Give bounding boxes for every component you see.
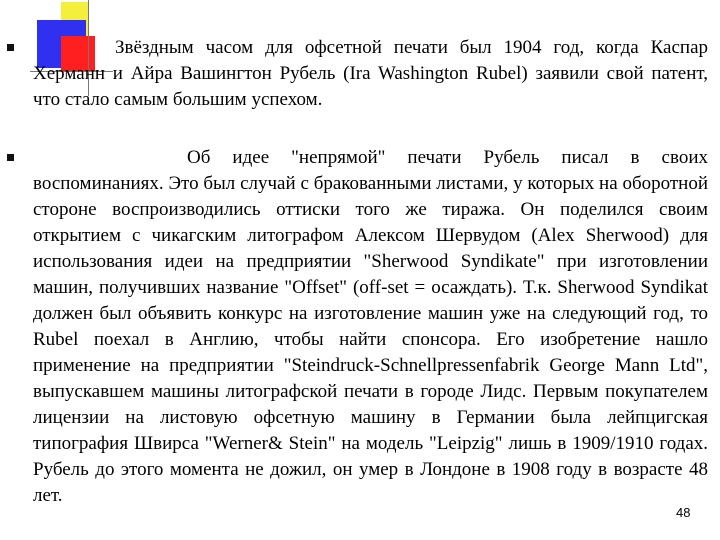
bullet-marker-icon xyxy=(7,44,14,51)
page-number: 48 xyxy=(676,505,691,520)
bullet-marker-icon xyxy=(7,154,14,161)
bullet-paragraph: Об идее "непрямой" печати Рубель писал в своих воспоминаниях. Это был случай с бракованными листами, у которых на оборотной стороне воспроизводились оттиски того же тиража. Он поделился своим открытием с чикагским литографом Алексом Шервудом (Alex Sherwood) для использования идеи на предприятии "Sherwood Syndikate" при изготовлении машин, получивших название "Offset" (off-set = осаждать). Т.к. Sherwood Syndikat должен был объявить конкурс на изготовление машин уже на следующий год, то Rubel поехал в Англию, чтобы найти спонсора. Его изобретение нашло применение на предприятии "Steindruck-Schnellpressenfabrik George Mann Ltd", выпускавшем машины литографской печати в городе Лидс. Первым покупателем лицензии на листовую офсетную машину в Германии была лейпцигская типография Швирса "Werner& Stein" на модель "Leipzig" лишь в 1909/1910 годах. Рубель до этого момента не дожил, он умер в Лондоне в 1908 году в возрасте 48 лет. xyxy=(33,147,708,506)
bullet-paragraph: Звёздным часом для офсетной печати был 1904 год, когда Каспар Херманн и Айра Вашингтон Рубель (Ira Washington Rubel) заявили свой патент, что стало самым большим успехом. xyxy=(33,37,708,110)
